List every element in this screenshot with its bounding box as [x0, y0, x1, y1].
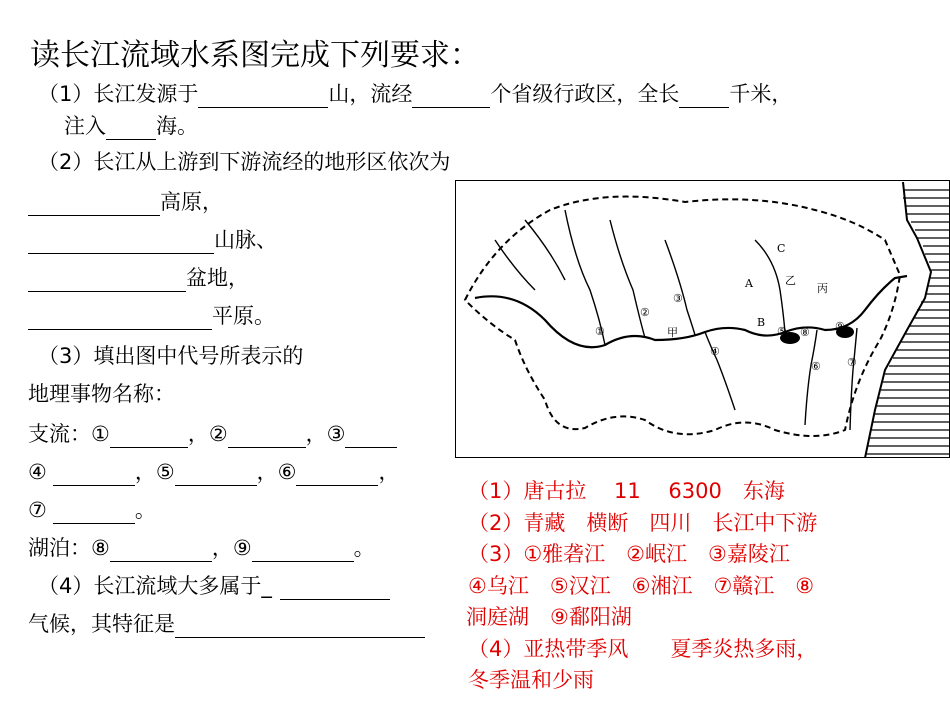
- question-3-tributaries-row-3: [28, 496, 156, 524]
- answer-blank[interactable]: [28, 193, 160, 216]
- q3-label-tributary: 支流：①: [28, 422, 110, 446]
- answer-blank[interactable]: [412, 85, 490, 108]
- q3-sep-9: ，⑨: [211, 536, 252, 560]
- question-1-line-1: [38, 80, 792, 108]
- q3-sep-end: ，: [378, 460, 400, 484]
- question-2-line-4: [28, 302, 275, 330]
- answer-blank[interactable]: [228, 425, 306, 448]
- q1-text-5: 注入: [64, 114, 106, 138]
- map-label-c: C: [777, 242, 786, 255]
- q1-text-1: （1）长江发源于: [38, 82, 199, 106]
- question-3-intro-1: （3）填出图中代号所表示的: [38, 344, 304, 368]
- question-2-line-1: [28, 188, 223, 216]
- answer-line-2: （2）青藏 横断 四川 长江中下游: [468, 511, 818, 535]
- answer-line-3: （3）①雅砻江 ②岷江 ③嘉陵江: [468, 542, 790, 566]
- map-num-3: ③: [673, 292, 683, 305]
- q2-label-1: 高原，: [160, 190, 223, 214]
- q4-mark: _: [261, 574, 272, 598]
- answer-blank[interactable]: [106, 117, 156, 140]
- answer-blank[interactable]: [110, 425, 188, 448]
- question-3-tributaries-row-1: [28, 420, 397, 448]
- answer-blank[interactable]: [252, 539, 354, 562]
- q1-text-4: 千米，: [729, 82, 793, 106]
- answer-blank[interactable]: [280, 577, 390, 600]
- question-2-line-2: [28, 226, 277, 254]
- map-num-6: ⑥: [811, 360, 821, 373]
- map-label-b: B: [757, 316, 766, 329]
- map-num-1: ①: [595, 325, 605, 338]
- answer-blank[interactable]: [296, 463, 378, 486]
- q1-text-3: 个省级行政区，全长: [490, 82, 680, 106]
- question-1-line-2: [64, 112, 198, 140]
- answer-blank[interactable]: [28, 307, 212, 330]
- yangtze-river-basin-map: [455, 180, 950, 458]
- answer-blank[interactable]: [28, 231, 214, 254]
- page-title: 读长江流域水系图完成下列要求：: [30, 38, 480, 73]
- map-num-4: ④: [710, 345, 720, 358]
- answer-blank[interactable]: [198, 85, 328, 108]
- map-frame: [455, 180, 950, 458]
- map-label-yi: 乙: [785, 274, 796, 287]
- map-num-7: ⑦: [847, 356, 857, 369]
- answer-line-7: 冬季温和少雨: [468, 668, 594, 692]
- map-label-jia: 甲: [667, 326, 678, 339]
- q3-num-4: ④: [28, 460, 47, 484]
- answer-blank[interactable]: [28, 269, 186, 292]
- q3-sep-6: ，⑥: [256, 460, 297, 484]
- map-num-9: ⑨: [835, 320, 845, 333]
- map-num-5: ⑤: [777, 325, 787, 338]
- q1-text-2: 山，流经: [328, 82, 413, 106]
- answer-line-5: 洞庭湖 ⑨鄱阳湖: [466, 605, 632, 629]
- answer-line-4: ④乌江 ⑤汉江 ⑥湘江 ⑦赣江 ⑧: [468, 574, 815, 598]
- answer-blank[interactable]: [679, 85, 729, 108]
- q3-sep-3: ，③: [305, 422, 346, 446]
- question-2-intro: （2）长江从上游到下游流经的地形区依次为: [38, 150, 451, 174]
- q2-label-3: 盆地，: [186, 266, 249, 290]
- question-2-line-3: [28, 264, 249, 292]
- map-label-bing: 丙: [817, 282, 828, 295]
- answer-blank[interactable]: [53, 501, 135, 524]
- q4-text-2: 气候，其特征是: [28, 612, 175, 636]
- q3-end: 。: [134, 498, 156, 522]
- answer-blank[interactable]: [345, 425, 397, 448]
- map-num-8: ⑧: [800, 326, 810, 339]
- answer-blank[interactable]: [175, 615, 425, 638]
- q3-sep-2: ，②: [187, 422, 228, 446]
- map-num-2: ②: [640, 306, 650, 319]
- q1-text-6: 海。: [156, 114, 198, 138]
- question-3-lakes-row: [28, 534, 375, 562]
- question-3-tributaries-row-2: [28, 458, 399, 486]
- map-label-a: A: [745, 277, 753, 290]
- q3-lake-end: 。: [353, 536, 375, 560]
- question-3-intro-2: 地理事物名称：: [28, 382, 175, 406]
- q3-sep-5: ，⑤: [134, 460, 175, 484]
- answer-blank[interactable]: [53, 463, 135, 486]
- answer-blank[interactable]: [110, 539, 212, 562]
- q2-label-4: 平原。: [212, 304, 275, 328]
- q4-text-1: （4）长江流域大多属于: [38, 574, 262, 598]
- q3-num-7: ⑦: [28, 498, 47, 522]
- question-4-line-1: [38, 572, 390, 600]
- q3-label-lake: 湖泊：⑧: [28, 536, 110, 560]
- q2-label-2: 山脉、: [214, 228, 277, 252]
- question-4-line-2: [28, 610, 425, 638]
- answer-blank[interactable]: [175, 463, 257, 486]
- answer-line-1: （1）唐古拉 11 6300 东海: [468, 479, 785, 503]
- answer-line-6: （4）亚热带季风 夏季炎热多雨，: [468, 637, 818, 661]
